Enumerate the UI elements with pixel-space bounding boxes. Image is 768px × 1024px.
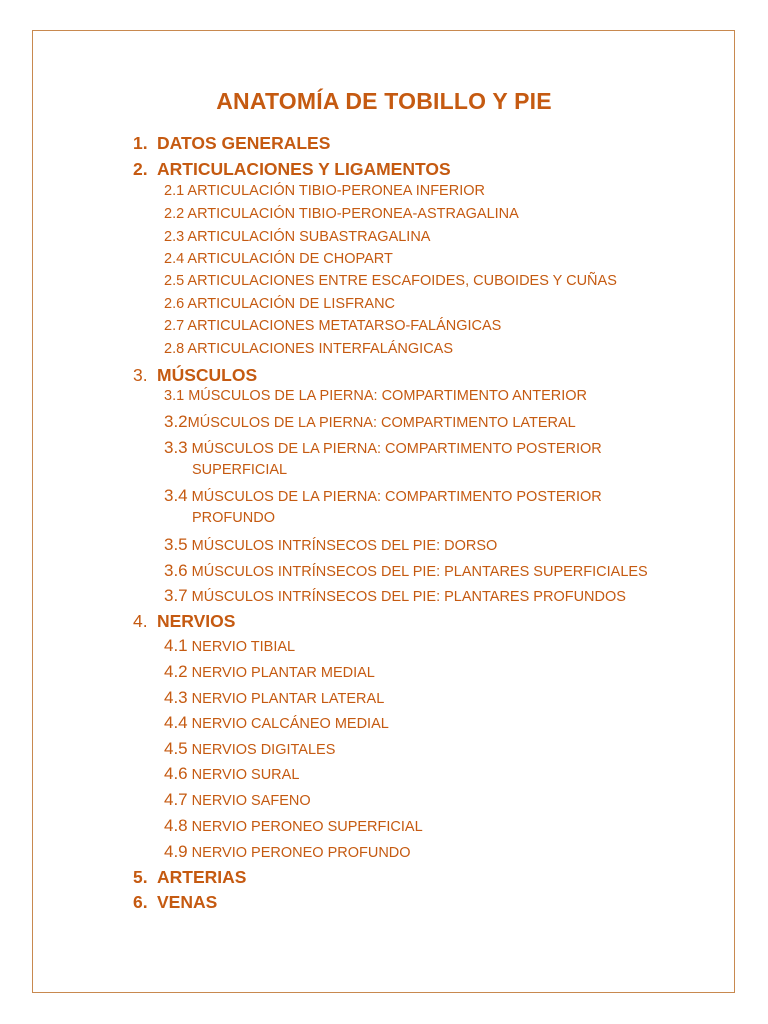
- list-item: [164, 764, 299, 784]
- item-number: 4.4: [164, 713, 188, 732]
- list-item: [164, 341, 453, 357]
- list-item: [164, 790, 311, 810]
- item-label: MÚSCULOS DE LA PIERNA: COMPARTIMENTO LATERAL: [187, 415, 576, 431]
- item-number: 2.6: [164, 296, 185, 312]
- item-number: 2.4: [164, 251, 185, 267]
- item-number: 2.5: [164, 273, 185, 289]
- item-number: 4.6: [164, 764, 188, 783]
- item-number: 2.7: [164, 318, 185, 334]
- section-heading: [133, 159, 451, 180]
- list-item: [164, 636, 295, 656]
- list-item: [164, 842, 411, 862]
- list-item: [164, 318, 501, 334]
- section-number: 3.: [133, 365, 148, 385]
- item-number: 3.1: [164, 388, 185, 404]
- item-label: NERVIO PLANTAR LATERAL: [191, 691, 385, 707]
- section-heading: [133, 892, 217, 913]
- item-label: NERVIO PLANTAR MEDIAL: [191, 665, 375, 681]
- section-label: VENAS: [157, 892, 218, 912]
- list-item: [164, 816, 423, 836]
- list-item: [164, 183, 485, 199]
- section-number: 2.: [133, 159, 148, 179]
- section-number: 4.: [133, 611, 148, 631]
- item-label: NERVIO SAFENO: [191, 793, 311, 809]
- item-number: 4.1: [164, 636, 188, 655]
- section-number: 1.: [133, 133, 148, 153]
- item-label: NERVIO SURAL: [191, 767, 300, 783]
- list-item: [164, 486, 602, 506]
- list-item: [164, 739, 335, 759]
- item-label: MÚSCULOS INTRÍNSECOS DEL PIE: PLANTARES PROFUNDOS: [191, 589, 626, 605]
- section-label: NERVIOS: [157, 611, 236, 631]
- section-heading: [133, 365, 257, 386]
- item-number: 2.1: [164, 183, 185, 199]
- list-item: [164, 586, 626, 606]
- list-item: [164, 206, 519, 222]
- item-number: 4.7: [164, 790, 188, 809]
- section-heading: [133, 133, 330, 154]
- item-number: 2.8: [164, 341, 185, 357]
- list-item: [164, 251, 393, 267]
- item-number: 3.7: [164, 586, 188, 605]
- list-item: [164, 273, 617, 289]
- list-item: [164, 412, 576, 432]
- section-label: DATOS GENERALES: [157, 133, 331, 153]
- item-label: NERVIOS DIGITALES: [191, 742, 336, 758]
- list-item: [164, 229, 430, 245]
- item-label: MÚSCULOS INTRÍNSECOS DEL PIE: DORSO: [191, 538, 498, 554]
- item-number: 4.2: [164, 662, 188, 681]
- document-title: ANATOMÍA DE TOBILLO Y PIE: [216, 88, 552, 114]
- item-number: 4.9: [164, 842, 188, 861]
- item-number: 3.4: [164, 486, 188, 505]
- item-label: MÚSCULOS DE LA PIERNA: COMPARTIMENTO POSTERIOR: [191, 441, 602, 457]
- list-item-continuation: SUPERFICIAL: [192, 462, 288, 478]
- item-number: 3.5: [164, 535, 188, 554]
- item-label: ARTICULACIÓN SUBASTRAGALINA: [187, 229, 431, 245]
- item-label: ARTICULACIÓN TIBIO-PERONEA-ASTRAGALINA: [187, 206, 519, 222]
- section-label: ARTERIAS: [157, 867, 247, 887]
- item-number: 4.5: [164, 739, 188, 758]
- section-heading: [133, 867, 246, 888]
- list-item: [164, 438, 602, 458]
- list-item: [164, 688, 384, 708]
- list-item: [164, 296, 395, 312]
- item-number: 3.3: [164, 438, 188, 457]
- list-item: [164, 561, 648, 581]
- item-label: NERVIO CALCÁNEO MEDIAL: [191, 716, 389, 732]
- section-label: MÚSCULOS: [157, 365, 258, 385]
- list-item: [164, 713, 389, 733]
- item-number: 4.3: [164, 688, 188, 707]
- list-item: [164, 662, 375, 682]
- list-item: [164, 388, 587, 404]
- item-label: MÚSCULOS DE LA PIERNA: COMPARTIMENTO POSTERIOR: [191, 489, 602, 505]
- item-label: MÚSCULOS DE LA PIERNA: COMPARTIMENTO ANTERIOR: [188, 388, 588, 404]
- section-heading: [133, 611, 235, 632]
- item-number: 4.8: [164, 816, 188, 835]
- item-label: MÚSCULOS INTRÍNSECOS DEL PIE: PLANTARES SUPERFICIALES: [191, 564, 648, 580]
- section-label: ARTICULACIONES Y LIGAMENTOS: [157, 159, 451, 179]
- section-number: 5.: [133, 867, 148, 887]
- item-label: NERVIO TIBIAL: [191, 639, 296, 655]
- item-number: 2.3: [164, 229, 185, 245]
- item-label: ARTICULACIONES INTERFALÁNGICAS: [187, 341, 454, 357]
- item-label: NERVIO PERONEO PROFUNDO: [191, 845, 411, 861]
- item-number: 3.2: [164, 412, 188, 431]
- item-label: NERVIO PERONEO SUPERFICIAL: [191, 819, 423, 835]
- item-label: ARTICULACIONES ENTRE ESCAFOIDES, CUBOIDES Y CUÑAS: [187, 273, 617, 289]
- list-item: [164, 535, 497, 555]
- section-number: 6.: [133, 892, 148, 912]
- item-label: ARTICULACIÓN DE LISFRANC: [187, 296, 396, 312]
- item-label: ARTICULACIONES METATARSO-FALÁNGICAS: [187, 318, 502, 334]
- item-label: ARTICULACIÓN DE CHOPART: [187, 251, 393, 267]
- list-item-continuation: PROFUNDO: [192, 510, 275, 526]
- item-label: ARTICULACIÓN TIBIO-PERONEA INFERIOR: [187, 183, 485, 199]
- item-number: 2.2: [164, 206, 185, 222]
- item-number: 3.6: [164, 561, 188, 580]
